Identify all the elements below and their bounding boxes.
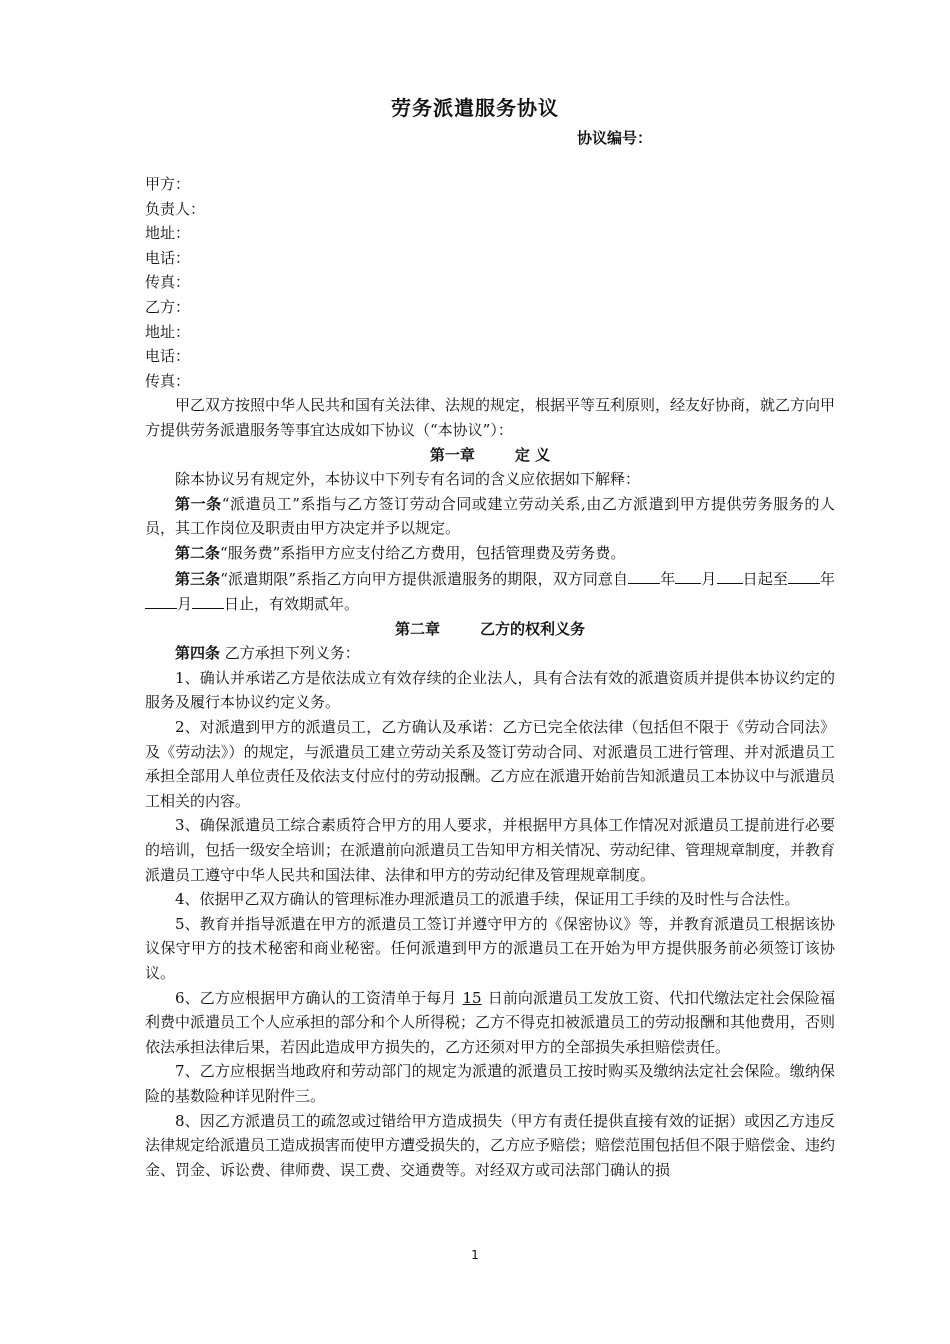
party-a-representative-field: 负责人：	[145, 199, 206, 218]
party-b-phone-field: 电话：	[145, 347, 191, 366]
article-3-text-c: 日止，有效期贰年。	[224, 595, 360, 614]
obligation-item-6-text-b: 日前向派遣员工发放工资、代扣代缴法定社会保险福利费中派遣员工个人应承担的部分和个人所得税；乙方不得克扣被派遣员工的劳动报酬和其他费用，否则依法承担法律后果，若因此造成甲方损失的，乙方还须对甲方的全部损失承担赔偿责任。	[145, 988, 836, 1056]
chapter-1-number: 第一章	[429, 445, 475, 464]
salary-day-value: 15	[462, 988, 482, 1007]
article-1-text: “派遣员工”系指与乙方签订劳动合同或建立劳动关系,由乙方派遣到甲方提供劳务服务的人员，其工作岗位及职责由甲方决定并予以规定。	[145, 494, 835, 538]
end-year-blank	[788, 566, 820, 584]
party-a-address-field: 地址：	[145, 224, 191, 243]
party-a-phone-field: 电话：	[145, 248, 191, 267]
obligation-item-7: 7、乙方应根据当地政府和劳动部门的规定为派遣的派遣员工按时购买及缴纳法定社会保险。缴纳保险的基数险种详见附件三。	[145, 1062, 835, 1105]
start-year-blank	[628, 566, 660, 584]
party-a-fax-field: 传真：	[145, 273, 191, 292]
article-2	[145, 541, 835, 566]
article-4-heading: 第四条	[175, 644, 221, 663]
start-day-blank	[717, 566, 743, 584]
agreement-number-label: 协议编号：	[577, 129, 653, 147]
chapter-2-number: 第二章	[394, 619, 440, 638]
article-1-heading: 第一条	[175, 494, 222, 513]
article-3-text-b: 起至	[757, 569, 788, 588]
obligation-item-8: 8、因乙方派遣员工的疏忽或过错给甲方造成损失（甲方有责任提供直接有效的证据）或因乙方违反法律规定给派遣员工造成损害而使甲方遭受损失的，乙方应予赔偿；赔偿范围包括但不限于赔偿金、违约金、罚金、诉讼费、律师费、误工费、交通费等。对经双方或司法部门确认的损	[145, 1111, 836, 1179]
obligation-item-2: 2、对派遣到甲方的派遣员工，乙方确认及承诺：乙方已完全依法律（包括但不限于《劳动合同法》及《劳动法》）的规定，与派遣员工建立劳动关系及签订劳动合同、对派遣员工进行管理、并对派遣员工承担全部用人单位责任及依法支付应付的劳动报酬。乙方应在派遣开始前告知派遣员工本协议中与派遣员工相关的内容。	[145, 718, 836, 810]
end-day-blank	[192, 591, 224, 609]
start-year-label: 年	[660, 569, 676, 588]
article-2-heading: 第二条	[175, 543, 221, 562]
obligation-item-1: 1、确认并承诺乙方是依法成立有效存续的企业法人，具有合法有效的派遣资质并提供本协议约定的服务及履行本协议约定义务。	[145, 668, 835, 712]
obligation-item-3: 3、确保派遣员工综合素质符合甲方的用人要求，并根据甲方具体工作情况对派遣员工提前进行必要的培训，包括一级安全培训；在派遣前向派遣员工告知甲方相关情况、劳动纪律、管理规章制度，并教育派遣员工遵守中华人民共和国法律、法律和甲方的劳动纪律及管理规章制度。	[145, 816, 836, 884]
start-month-blank	[675, 566, 701, 584]
chapter-2-heading	[145, 617, 835, 642]
chapter-1-intro: 除本协议另有规定外，本协议中下列专有名词的含义应依据如下解释：	[175, 470, 641, 489]
party-b-address-field: 地址：	[145, 322, 191, 341]
chapter-1-name: 定 义	[514, 445, 551, 464]
article-3-text-a: “派遣期限”系指乙方向甲方提供派遣服务的期限，双方同意自	[220, 569, 629, 588]
article-4	[145, 641, 835, 666]
article-3-heading: 第三条	[175, 569, 221, 588]
party-b-fax-field: 传真：	[145, 371, 191, 390]
article-3	[145, 566, 835, 617]
end-year-label: 年	[819, 569, 835, 588]
page-number: 1	[471, 1248, 479, 1262]
obligation-item-5: 5、教育并指导派遣在甲方的派遣员工签订并遵守甲方的《保密协议》等，并教育派遣员工根据该协议保守甲方的技术秘密和商业秘密。任何派遣到甲方的派遣员工在开始为甲方提供服务前必须签订该协议。	[145, 914, 835, 982]
obligation-item-4: 4、依据甲乙双方确认的管理标准办理派遣员工的派遣手续，保证用工手续的及时性与合法性。	[175, 890, 800, 909]
article-2-text: “服务费”系指甲方应支付给乙方费用，包括管理费及劳务费。	[220, 543, 626, 562]
article-4-text: 乙方承担下列义务：	[224, 644, 360, 663]
party-b-field: 乙方：	[145, 297, 191, 316]
end-month-blank	[145, 591, 177, 609]
article-1	[145, 492, 835, 541]
document-body	[145, 172, 835, 1182]
obligation-item-6	[145, 986, 835, 1060]
intro-paragraph: 甲乙双方按照中华人民共和国有关法律、法规的规定，根据平等互利原则，经友好协商，就乙方向甲方提供劳务派遣服务等事宜达成如下协议（“本协议”）：	[145, 396, 836, 439]
end-month-label: 月	[177, 595, 193, 614]
obligation-item-6-text-a: 6、乙方应根据甲方确认的工资清单于每月	[175, 988, 457, 1007]
start-day-label: 日	[742, 569, 758, 588]
start-month-label: 月	[701, 569, 717, 588]
document-title: 劳务派遣服务协议	[391, 96, 559, 120]
chapter-1-heading	[145, 443, 835, 468]
party-a-field: 甲方：	[145, 175, 191, 193]
chapter-2-name: 乙方的权利义务	[480, 619, 586, 638]
